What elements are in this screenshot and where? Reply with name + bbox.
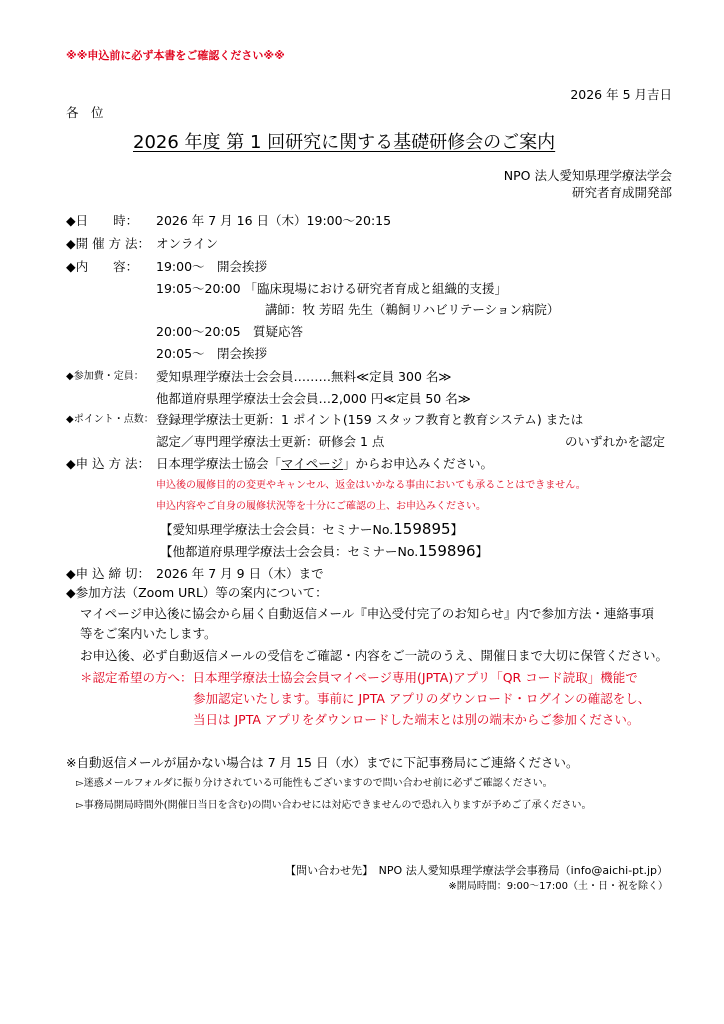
point-label: ◆ポイント・点数： (66, 414, 154, 425)
cert-note: ＊認定希望の方へ：日本理学療法士協会会員マイページ専用(JPTA)アプリ「QR コード読取」機能で (80, 670, 638, 685)
seminar-number: 159896 (418, 542, 476, 560)
zoom-label: ◆参加方法（Zoom URL）等の案内について： (66, 585, 328, 600)
contact-hours: ※開局時間：9:00～17:00（土・日・祝を除く） (448, 881, 668, 892)
hours-note: ▻事務局開局時間外(開催日当日を含む)の問い合わせには対応できませんので恐れ入りますが予めご了承ください。 (76, 800, 592, 811)
apply-text-post: 」からお申込みください。 (343, 456, 494, 471)
seminar-number-aichi (160, 522, 463, 537)
deadline-label: ◆申 込 締 切： (66, 566, 151, 581)
seminar-number: 159895 (393, 520, 451, 538)
issue-date: 2026 年 5 月吉日 (570, 87, 672, 102)
seminar-prefix: 【他都道府県理学療法士会会員：セミナーNo. (160, 544, 419, 559)
content-item: 20:00～20:05 質疑応答 (156, 324, 304, 339)
spam-note: ▻迷惑メールフォルダに振り分けされている可能性もございますので問い合わせ前に必ずご確認ください。 (76, 778, 553, 789)
cert-note: 当日は JPTA アプリをダウンロードした端末とは別の端末からご参加ください。 (193, 712, 640, 727)
seminar-prefix: 【愛知県理学療法士会会員：セミナーNo. (160, 522, 394, 537)
zoom-text: お申込後、必ず自動返信メールの受信をご確認・内容をご一読のうえ、開催日まで大切に保管ください。 (80, 648, 669, 663)
contact-line: 【問い合わせ先】 NPO 法人愛知県理学療法学会事務局（info@aichi-pt.jp） (285, 864, 668, 877)
fee-line: 他都道府県理学療法士会会員…2,000 円≪定員 50 名≫ (156, 391, 471, 406)
apply-text-pre: 日本理学療法士協会「 (156, 456, 282, 471)
method-label: ◆開 催 方 法： (66, 236, 151, 251)
page-title: 2026 年度 第 1 回研究に関する基礎研修会のご案内 (133, 132, 556, 153)
date-label: ◆日 時： (66, 213, 139, 228)
zoom-text: 等をご案内いたします。 (80, 626, 217, 641)
content-label: ◆内 容： (66, 259, 139, 274)
fee-label: ◆参加費・定員： (66, 371, 144, 382)
content-item: 19:05～20:00 「臨床現場における研究者育成と組織的支援」 (156, 281, 508, 296)
content-item: 20:05～ 閉会挨拶 (156, 346, 268, 361)
point-line: 認定／専門理学療法士更新：研修会 1 点 (156, 434, 385, 449)
warning-text: ※※申込前に必ず本書をご確認ください※※ (66, 49, 285, 62)
deadline-value: 2026 年 7 月 9 日（木）まで (156, 566, 324, 581)
org-name: NPO 法人愛知県理学療法学会 (503, 168, 672, 183)
org-dept: 研究者育成開発部 (571, 185, 672, 200)
apply-label: ◆申 込 方 法： (66, 456, 151, 471)
addressee: 各 位 (66, 105, 104, 120)
seminar-number-other (160, 544, 488, 559)
fee-line: 愛知県理学療法士会会員………無料≪定員 300 名≫ (156, 369, 452, 384)
content-item: 19:00～ 開会挨拶 (156, 259, 268, 274)
point-line: のいずれかを認定 (565, 434, 666, 449)
date-value: 2026 年 7 月 16 日（木）19:00～20:15 (156, 213, 392, 228)
cert-note: 参加認定いたします。事前に JPTA アプリのダウンロード・ログインの確認をし、 (193, 691, 651, 706)
mypage-link[interactable]: マイページ (281, 456, 344, 471)
method-value: オンライン (156, 236, 219, 251)
auto-reply-note: ※自動返信メールが届かない場合は 7 月 15 日（水）までに下記事務局にご連絡ください。 (66, 755, 579, 770)
zoom-text: マイページ申込後に協会から届く自動返信メール『申込受付完了のお知らせ』内で参加方法・連絡事項 (80, 606, 654, 621)
apply-note: 申込後の履修目的の変更やキャンセル、返金はいかなる事由においても承ることはできません。 (156, 480, 586, 491)
apply-note: 申込内容やご自身の履修状況等を十分にご確認の上、お申込みください。 (156, 501, 486, 512)
seminar-suffix: 】 (450, 522, 464, 537)
point-line: 登録理学療法士更新：1 ポイント(159 スタッフ教育と教育システム) または (156, 412, 584, 427)
seminar-suffix: 】 (475, 544, 489, 559)
lecturer: 講師：牧 芳昭 先生（鵜飼リハビリテーション病院） (265, 302, 560, 317)
apply-text (156, 458, 493, 471)
